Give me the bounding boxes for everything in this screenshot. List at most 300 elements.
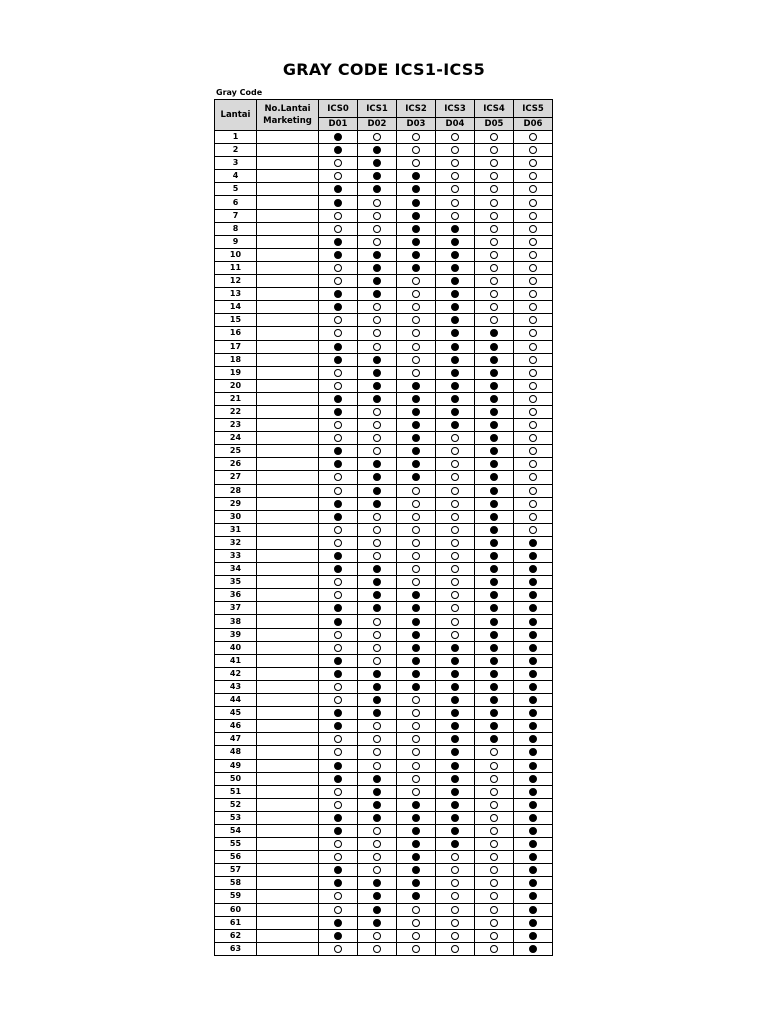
bit-cell-ics0 <box>319 759 358 772</box>
bit-cell-ics1 <box>358 392 397 405</box>
filled-circle-icon <box>490 356 498 364</box>
hollow-circle-icon <box>373 748 381 756</box>
filled-circle-icon <box>412 264 420 272</box>
table-row <box>215 458 553 471</box>
hollow-circle-icon <box>451 473 459 481</box>
hollow-circle-icon <box>451 565 459 573</box>
bit-cell-ics2 <box>397 327 436 340</box>
hollow-circle-icon <box>490 159 498 167</box>
hollow-circle-icon <box>373 722 381 730</box>
filled-circle-icon <box>334 762 342 770</box>
bit-cell-ics2 <box>397 615 436 628</box>
hollow-circle-icon <box>529 264 537 272</box>
bit-cell-ics2 <box>397 759 436 772</box>
hollow-circle-icon <box>451 879 459 887</box>
hollow-circle-icon <box>412 696 420 704</box>
bit-cell-ics3 <box>436 654 475 667</box>
hollow-circle-icon <box>334 526 342 534</box>
marketing-cell <box>257 183 319 196</box>
marketing-cell <box>257 366 319 379</box>
hollow-circle-icon <box>373 827 381 835</box>
header-no-lantai-marketing: No.Lantai Marketing <box>257 100 319 131</box>
bit-cell-ics3 <box>436 157 475 170</box>
bit-cell-ics0 <box>319 327 358 340</box>
bit-cell-ics1 <box>358 785 397 798</box>
header-ics2: ICS2 <box>397 100 436 118</box>
lantai-cell: 44 <box>215 694 257 707</box>
bit-cell-ics2 <box>397 942 436 955</box>
filled-circle-icon <box>451 657 459 665</box>
hollow-circle-icon <box>412 722 420 730</box>
hollow-circle-icon <box>490 814 498 822</box>
table-row <box>215 366 553 379</box>
bit-cell-ics4 <box>475 196 514 209</box>
marketing-cell <box>257 903 319 916</box>
bit-cell-ics0 <box>319 419 358 432</box>
bit-cell-ics3 <box>436 261 475 274</box>
bit-cell-ics1 <box>358 916 397 929</box>
lantai-cell: 3 <box>215 157 257 170</box>
header-ics5: ICS5 <box>514 100 553 118</box>
filled-circle-icon <box>451 251 459 259</box>
filled-circle-icon <box>451 670 459 678</box>
hollow-circle-icon <box>412 709 420 717</box>
bit-cell-ics5 <box>514 707 553 720</box>
bit-cell-ics0 <box>319 694 358 707</box>
bit-cell-ics0 <box>319 864 358 877</box>
bit-cell-ics3 <box>436 536 475 549</box>
filled-circle-icon <box>490 578 498 586</box>
marketing-cell <box>257 275 319 288</box>
marketing-cell <box>257 392 319 405</box>
bit-cell-ics1 <box>358 654 397 667</box>
filled-circle-icon <box>334 604 342 612</box>
hollow-circle-icon <box>490 133 498 141</box>
bit-cell-ics0 <box>319 275 358 288</box>
bit-cell-ics5 <box>514 785 553 798</box>
filled-circle-icon <box>490 513 498 521</box>
hollow-circle-icon <box>373 631 381 639</box>
filled-circle-icon <box>529 932 537 940</box>
filled-circle-icon <box>334 343 342 351</box>
bit-cell-ics2 <box>397 340 436 353</box>
filled-circle-icon <box>529 631 537 639</box>
table-row <box>215 942 553 955</box>
lantai-cell: 52 <box>215 798 257 811</box>
filled-circle-icon <box>373 670 381 678</box>
hollow-circle-icon <box>451 159 459 167</box>
bit-cell-ics5 <box>514 929 553 942</box>
bit-cell-ics4 <box>475 144 514 157</box>
hollow-circle-icon <box>529 473 537 481</box>
lantai-cell: 24 <box>215 432 257 445</box>
filled-circle-icon <box>373 591 381 599</box>
hollow-circle-icon <box>451 604 459 612</box>
hollow-circle-icon <box>490 945 498 953</box>
bit-cell-ics4 <box>475 824 514 837</box>
bit-cell-ics0 <box>319 340 358 353</box>
hollow-circle-icon <box>451 434 459 442</box>
bit-cell-ics3 <box>436 484 475 497</box>
filled-circle-icon <box>334 303 342 311</box>
bit-cell-ics1 <box>358 301 397 314</box>
marketing-cell <box>257 471 319 484</box>
hollow-circle-icon <box>334 892 342 900</box>
table-row <box>215 248 553 261</box>
marketing-cell <box>257 235 319 248</box>
bit-cell-ics3 <box>436 785 475 798</box>
bit-cell-ics5 <box>514 824 553 837</box>
bit-cell-ics4 <box>475 366 514 379</box>
bit-cell-ics1 <box>358 550 397 563</box>
hollow-circle-icon <box>451 185 459 193</box>
hollow-circle-icon <box>490 277 498 285</box>
bit-cell-ics4 <box>475 628 514 641</box>
hollow-circle-icon <box>334 945 342 953</box>
marketing-cell <box>257 157 319 170</box>
bit-cell-ics5 <box>514 261 553 274</box>
bit-cell-ics2 <box>397 589 436 602</box>
hollow-circle-icon <box>373 303 381 311</box>
bit-cell-ics2 <box>397 536 436 549</box>
hollow-circle-icon <box>529 185 537 193</box>
lantai-cell: 5 <box>215 183 257 196</box>
bit-cell-ics0 <box>319 196 358 209</box>
table-row <box>215 916 553 929</box>
marketing-cell <box>257 576 319 589</box>
bit-cell-ics1 <box>358 471 397 484</box>
hollow-circle-icon <box>451 500 459 508</box>
bit-cell-ics2 <box>397 445 436 458</box>
bit-cell-ics4 <box>475 929 514 942</box>
filled-circle-icon <box>490 329 498 337</box>
bit-cell-ics3 <box>436 196 475 209</box>
lantai-cell: 35 <box>215 576 257 589</box>
filled-circle-icon <box>529 644 537 652</box>
bit-cell-ics0 <box>319 314 358 327</box>
bit-cell-ics5 <box>514 340 553 353</box>
hollow-circle-icon <box>373 434 381 442</box>
marketing-cell <box>257 615 319 628</box>
marketing-cell <box>257 746 319 759</box>
bit-cell-ics2 <box>397 405 436 418</box>
header-d06: D06 <box>514 118 553 131</box>
filled-circle-icon <box>334 185 342 193</box>
marketing-cell <box>257 497 319 510</box>
lantai-cell: 58 <box>215 877 257 890</box>
hollow-circle-icon <box>373 945 381 953</box>
marketing-cell <box>257 288 319 301</box>
table-caption: Gray Code <box>216 88 263 97</box>
marketing-cell <box>257 458 319 471</box>
filled-circle-icon <box>412 657 420 665</box>
bit-cell-ics3 <box>436 916 475 929</box>
filled-circle-icon <box>373 264 381 272</box>
filled-circle-icon <box>490 735 498 743</box>
marketing-cell <box>257 680 319 693</box>
filled-circle-icon <box>373 683 381 691</box>
bit-cell-ics5 <box>514 890 553 903</box>
filled-circle-icon <box>334 199 342 207</box>
filled-circle-icon <box>529 565 537 573</box>
hollow-circle-icon <box>412 539 420 547</box>
marketing-cell <box>257 327 319 340</box>
filled-circle-icon <box>334 919 342 927</box>
filled-circle-icon <box>451 840 459 848</box>
table-row <box>215 589 553 602</box>
marketing-cell <box>257 419 319 432</box>
bit-cell-ics4 <box>475 392 514 405</box>
filled-circle-icon <box>373 788 381 796</box>
hollow-circle-icon <box>334 644 342 652</box>
table-row <box>215 327 553 340</box>
bit-cell-ics3 <box>436 694 475 707</box>
hollow-circle-icon <box>490 840 498 848</box>
marketing-cell <box>257 589 319 602</box>
filled-circle-icon <box>529 552 537 560</box>
bit-cell-ics2 <box>397 510 436 523</box>
table-row <box>215 419 553 432</box>
filled-circle-icon <box>490 487 498 495</box>
bit-cell-ics3 <box>436 419 475 432</box>
bit-cell-ics4 <box>475 733 514 746</box>
filled-circle-icon <box>451 277 459 285</box>
bit-cell-ics0 <box>319 811 358 824</box>
filled-circle-icon <box>412 408 420 416</box>
hollow-circle-icon <box>451 172 459 180</box>
lantai-cell: 60 <box>215 903 257 916</box>
filled-circle-icon <box>451 369 459 377</box>
filled-circle-icon <box>412 238 420 246</box>
marketing-cell <box>257 641 319 654</box>
lantai-cell: 43 <box>215 680 257 693</box>
bit-cell-ics1 <box>358 851 397 864</box>
filled-circle-icon <box>490 709 498 717</box>
bit-cell-ics1 <box>358 890 397 903</box>
bit-cell-ics1 <box>358 170 397 183</box>
filled-circle-icon <box>529 604 537 612</box>
hollow-circle-icon <box>334 487 342 495</box>
filled-circle-icon <box>373 382 381 390</box>
hollow-circle-icon <box>373 329 381 337</box>
marketing-cell <box>257 196 319 209</box>
bit-cell-ics5 <box>514 222 553 235</box>
bit-cell-ics3 <box>436 746 475 759</box>
bit-cell-ics2 <box>397 890 436 903</box>
filled-circle-icon <box>529 775 537 783</box>
bit-cell-ics1 <box>358 131 397 144</box>
filled-circle-icon <box>334 775 342 783</box>
bit-cell-ics5 <box>514 183 553 196</box>
bit-cell-ics3 <box>436 641 475 654</box>
bit-cell-ics0 <box>319 785 358 798</box>
hollow-circle-icon <box>412 932 420 940</box>
bit-cell-ics3 <box>436 877 475 890</box>
filled-circle-icon <box>529 879 537 887</box>
hollow-circle-icon <box>412 329 420 337</box>
hollow-circle-icon <box>490 303 498 311</box>
filled-circle-icon <box>451 814 459 822</box>
filled-circle-icon <box>490 369 498 377</box>
filled-circle-icon <box>451 801 459 809</box>
bit-cell-ics4 <box>475 131 514 144</box>
table-row <box>215 707 553 720</box>
hollow-circle-icon <box>412 762 420 770</box>
filled-circle-icon <box>490 539 498 547</box>
bit-cell-ics2 <box>397 733 436 746</box>
lantai-cell: 47 <box>215 733 257 746</box>
bit-cell-ics0 <box>319 746 358 759</box>
filled-circle-icon <box>529 866 537 874</box>
filled-circle-icon <box>490 591 498 599</box>
lantai-cell: 6 <box>215 196 257 209</box>
hollow-circle-icon <box>373 618 381 626</box>
marketing-cell <box>257 851 319 864</box>
bit-cell-ics4 <box>475 641 514 654</box>
bit-cell-ics5 <box>514 694 553 707</box>
table-row <box>215 772 553 785</box>
hollow-circle-icon <box>412 500 420 508</box>
bit-cell-ics2 <box>397 275 436 288</box>
bit-cell-ics3 <box>436 903 475 916</box>
marketing-cell <box>257 916 319 929</box>
bit-cell-ics4 <box>475 209 514 222</box>
filled-circle-icon <box>490 683 498 691</box>
header-d05: D05 <box>475 118 514 131</box>
bit-cell-ics0 <box>319 523 358 536</box>
lantai-cell: 38 <box>215 615 257 628</box>
marketing-cell <box>257 131 319 144</box>
hollow-circle-icon <box>490 172 498 180</box>
filled-circle-icon <box>490 395 498 403</box>
hollow-circle-icon <box>334 382 342 390</box>
gray-code-table <box>214 99 553 956</box>
bit-cell-ics3 <box>436 275 475 288</box>
hollow-circle-icon <box>451 212 459 220</box>
bit-cell-ics0 <box>319 366 358 379</box>
header-d04: D04 <box>436 118 475 131</box>
bit-cell-ics0 <box>319 615 358 628</box>
bit-cell-ics2 <box>397 301 436 314</box>
bit-cell-ics4 <box>475 746 514 759</box>
hollow-circle-icon <box>412 565 420 573</box>
marketing-cell <box>257 222 319 235</box>
filled-circle-icon <box>334 879 342 887</box>
bit-cell-ics1 <box>358 576 397 589</box>
bit-cell-ics1 <box>358 536 397 549</box>
bit-cell-ics4 <box>475 838 514 851</box>
bit-cell-ics4 <box>475 615 514 628</box>
bit-cell-ics3 <box>436 615 475 628</box>
hollow-circle-icon <box>490 748 498 756</box>
marketing-cell <box>257 536 319 549</box>
hollow-circle-icon <box>373 840 381 848</box>
bit-cell-ics3 <box>436 824 475 837</box>
bit-cell-ics0 <box>319 144 358 157</box>
lantai-cell: 36 <box>215 589 257 602</box>
bit-cell-ics4 <box>475 680 514 693</box>
bit-cell-ics1 <box>358 288 397 301</box>
hollow-circle-icon <box>334 329 342 337</box>
bit-cell-ics1 <box>358 510 397 523</box>
filled-circle-icon <box>334 238 342 246</box>
bit-cell-ics3 <box>436 288 475 301</box>
bit-cell-ics3 <box>436 667 475 680</box>
bit-cell-ics5 <box>514 445 553 458</box>
bit-cell-ics1 <box>358 667 397 680</box>
bit-cell-ics4 <box>475 916 514 929</box>
bit-cell-ics5 <box>514 733 553 746</box>
bit-cell-ics2 <box>397 523 436 536</box>
filled-circle-icon <box>490 657 498 665</box>
bit-cell-ics4 <box>475 353 514 366</box>
bit-cell-ics5 <box>514 641 553 654</box>
table-row <box>215 746 553 759</box>
hollow-circle-icon <box>451 487 459 495</box>
bit-cell-ics1 <box>358 419 397 432</box>
hollow-circle-icon <box>490 251 498 259</box>
bit-cell-ics4 <box>475 707 514 720</box>
hollow-circle-icon <box>373 408 381 416</box>
lantai-cell: 59 <box>215 890 257 903</box>
filled-circle-icon <box>334 500 342 508</box>
hollow-circle-icon <box>334 316 342 324</box>
filled-circle-icon <box>529 814 537 822</box>
bit-cell-ics4 <box>475 785 514 798</box>
marketing-cell <box>257 890 319 903</box>
lantai-cell: 45 <box>215 707 257 720</box>
bit-cell-ics2 <box>397 903 436 916</box>
hollow-circle-icon <box>529 408 537 416</box>
hollow-circle-icon <box>373 526 381 534</box>
lantai-cell: 61 <box>215 916 257 929</box>
bit-cell-ics5 <box>514 916 553 929</box>
marketing-cell <box>257 484 319 497</box>
filled-circle-icon <box>529 683 537 691</box>
lantai-cell: 49 <box>215 759 257 772</box>
hollow-circle-icon <box>490 185 498 193</box>
hollow-circle-icon <box>373 866 381 874</box>
filled-circle-icon <box>334 709 342 717</box>
filled-circle-icon <box>412 434 420 442</box>
hollow-circle-icon <box>451 591 459 599</box>
hollow-circle-icon <box>490 892 498 900</box>
filled-circle-icon <box>373 159 381 167</box>
bit-cell-ics5 <box>514 209 553 222</box>
bit-cell-ics0 <box>319 445 358 458</box>
table-row <box>215 131 553 144</box>
filled-circle-icon <box>529 827 537 835</box>
bit-cell-ics5 <box>514 667 553 680</box>
filled-circle-icon <box>451 735 459 743</box>
bit-cell-ics5 <box>514 550 553 563</box>
filled-circle-icon <box>451 762 459 770</box>
filled-circle-icon <box>412 814 420 822</box>
bit-cell-ics0 <box>319 392 358 405</box>
table-row <box>215 536 553 549</box>
hollow-circle-icon <box>529 212 537 220</box>
hollow-circle-icon <box>490 264 498 272</box>
hollow-circle-icon <box>529 316 537 324</box>
hollow-circle-icon <box>529 172 537 180</box>
bit-cell-ics2 <box>397 694 436 707</box>
table-row <box>215 484 553 497</box>
filled-circle-icon <box>373 801 381 809</box>
bit-cell-ics4 <box>475 157 514 170</box>
hollow-circle-icon <box>529 303 537 311</box>
filled-circle-icon <box>529 945 537 953</box>
bit-cell-ics4 <box>475 261 514 274</box>
